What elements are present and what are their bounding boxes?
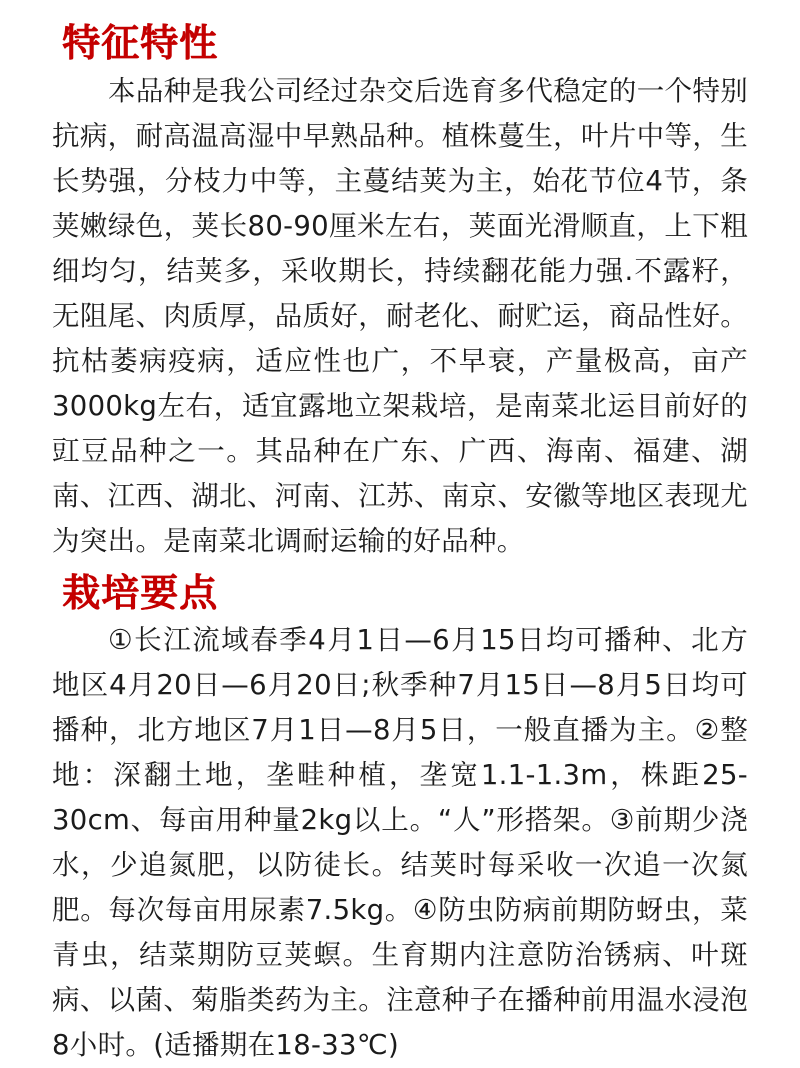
section-cultivation (52, 569, 748, 1068)
cultivation-paragraph: ①长江流域春季4月1日—6月15日均可播种、北方地区4月20日—6月20日;秋季种7月15日—8月5日均可播种，北方地区7月1日—8月5日，一般直播为主。②整地：深翻土地，垄畦种植，垄宽1.1-1.3m，株距25-30cm、每亩用种量2kg以上。“人”形搭架。③前期少浇水，少追氮肥，以防徒长。结荚时每采收一次追一次氮肥。每次每亩用尿素7.5kg。④防虫防病前期防蚜虫，菜青虫，结菜期防豆荚螟。生育期内注意防治锈病、叶斑病、以菌、菊脂类药为主。注意种子在播种前用温水浸泡8小时。(适播期在18-33℃) (52, 624, 748, 1062)
cultivation-heading: 栽培要点 (62, 569, 219, 615)
features-heading: 特征特性 (62, 20, 219, 65)
features-paragraph: 本品种是我公司经过杂交后选育多代稳定的一个特别抗病，耐高温高湿中早熟品种。植株蔓生，叶片中等，生长势强，分枝力中等，主蔓结荚为主，始花节位4节，条荚嫩绿色，荚长80-90厘米左右，荚面光滑顺直，上下粗细均匀，结荚多，采收期长，持续翻花能力强.不露籽，无阻尾、肉质厚，品质好，耐老化、耐贮运，商品性好。抗枯萎病疫病，适应性也广，不早衰，产量极高，亩产3000kg左右，适宜露地立架栽培，是南菜北运目前好的豇豆品种之一。其品种在广东、广西、海南、福建、湖南、江西、湖北、河南、江苏、南京、安徽等地区表现尤为突出。是南菜北调耐运输的好品种。 (52, 74, 748, 557)
section-features (52, 22, 748, 564)
